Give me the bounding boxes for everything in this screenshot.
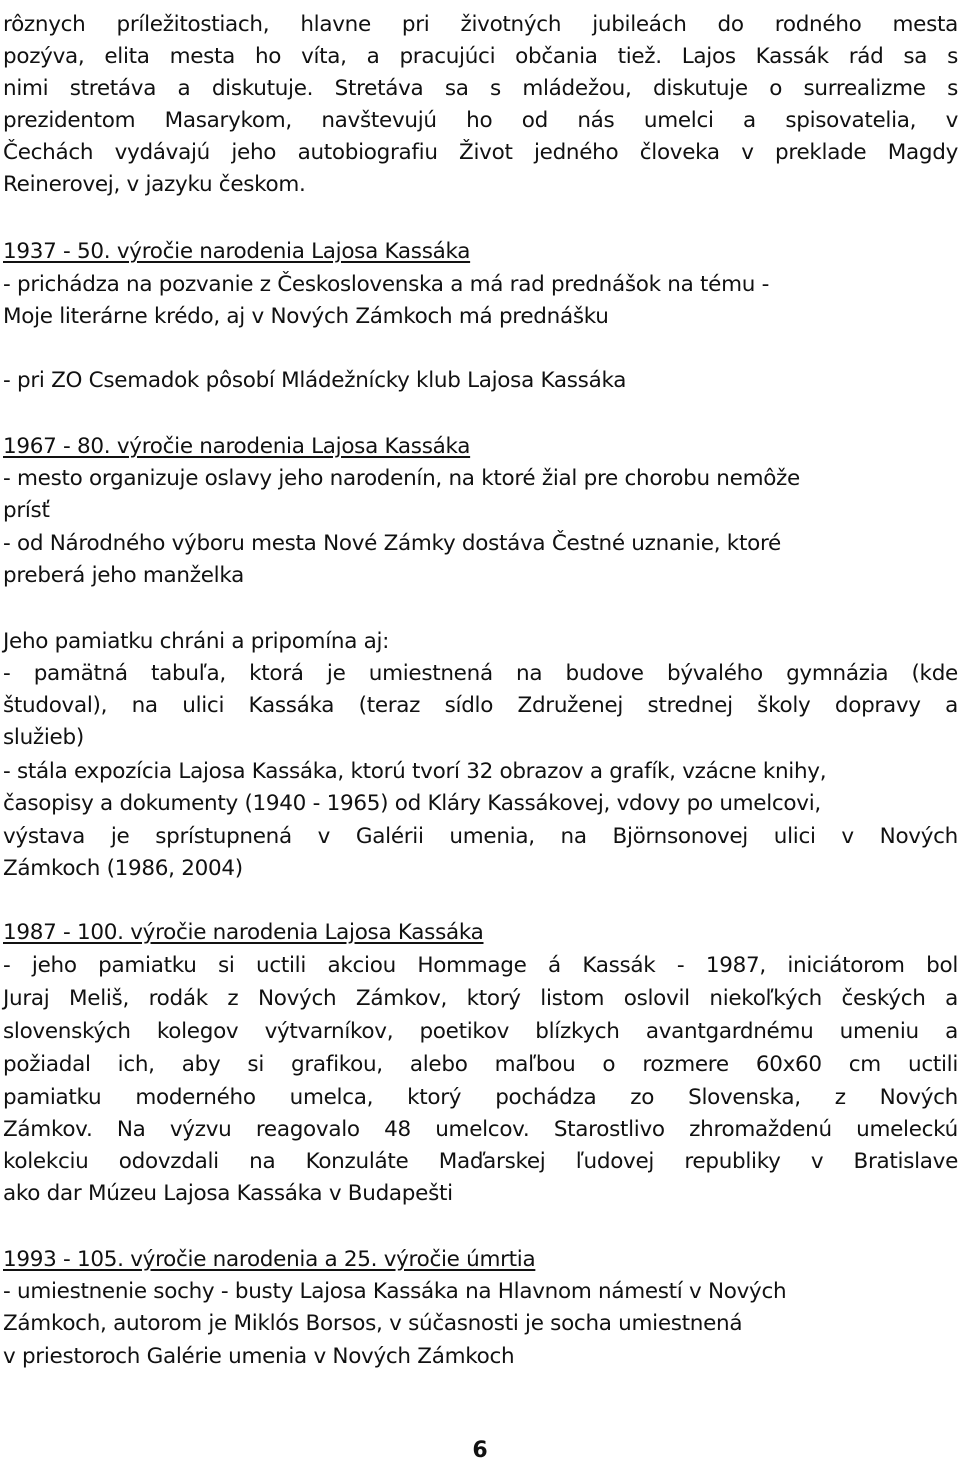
text-line: kolekciu odovzdali na Konzuláte Maďarskej ľudovej republiky v Bratislave — [3, 1149, 958, 1174]
section-heading-text: 1937 - 50. výročie narodenia Lajosa Kassáka — [3, 239, 471, 264]
section-heading-text: 1967 - 80. výročie narodenia Lajosa Kassáka — [3, 434, 471, 459]
text-line: - jeho pamiatku si uctili akciou Hommage á Kassák - 1987, iniciátorom bol — [3, 953, 958, 978]
text-line — [3, 791, 958, 816]
text-line — [3, 1344, 958, 1369]
text-line — [3, 498, 958, 523]
text-line-content: prísť — [3, 498, 50, 523]
text-line — [3, 856, 958, 881]
text-line — [3, 272, 958, 297]
text-line-content: - od Národného výboru mesta Nové Zámky dostáva Čestné uznanie, ktoré — [3, 531, 781, 556]
section-heading-text: 1993 - 105. výročie narodenia a 25. výročie úmrtia — [3, 1247, 536, 1272]
text-line — [3, 368, 958, 393]
text-line-content: - stála expozícia Lajosa Kassáka, ktorú tvorí 32 obrazov a grafík, vzácne knihy, — [3, 759, 827, 784]
text-line: Zámkov. Na výzvu reagovalo 48 umelcov. Starostlivo zhromaždenú umeleckú — [3, 1117, 958, 1142]
section-heading — [3, 920, 958, 945]
text-line — [3, 563, 958, 588]
text-line — [3, 531, 958, 556]
text-line: nimi stretáva a diskutuje. Stretáva sa s mládežou, diskutuje o surrealizme s — [3, 76, 958, 101]
section-heading — [3, 434, 958, 459]
text-line-content: - prichádza na pozvanie z Československa a má rad prednášok na tému - — [3, 272, 770, 297]
text-line — [3, 629, 958, 654]
section-heading-text: 1987 - 100. výročie narodenia Lajosa Kassáka — [3, 920, 484, 945]
text-line-content: Jeho pamiatku chráni a pripomína aj: — [3, 629, 390, 654]
text-line — [3, 304, 958, 329]
text-line — [3, 1279, 958, 1304]
text-line — [3, 1311, 958, 1336]
page-number: 6 — [472, 1438, 488, 1463]
text-line: prezidentom Masarykom, navštevujú ho od nás umelci a spisovatelia, v — [3, 108, 958, 133]
text-line-content: ako dar Múzeu Lajosa Kassáka v Budapešti — [3, 1181, 453, 1206]
section-heading — [3, 239, 958, 264]
text-line — [3, 1181, 958, 1206]
text-line: pamiatku moderného umelca, ktorý pochádza zo Slovenska, z Nových — [3, 1085, 958, 1110]
text-line-content: služieb) — [3, 725, 84, 750]
text-line: rôznych príležitostiach, hlavne pri životných jubileách do rodného mesta — [3, 12, 958, 37]
text-line — [3, 172, 958, 197]
text-line-content: časopisy a dokumenty (1940 - 1965) od Kláry Kassákovej, vdovy po umelcovi, — [3, 791, 821, 816]
section-heading — [3, 1247, 958, 1272]
text-line-content: Moje literárne krédo, aj v Nových Zámkoch má prednášku — [3, 304, 609, 329]
text-line — [3, 466, 958, 491]
text-line-content: - umiestnenie sochy - busty Lajosa Kassáka na Hlavnom námestí v Nových — [3, 1279, 787, 1304]
text-line: požiadal ich, aby si grafikou, alebo maľbou o rozmere 60x60 cm uctili — [3, 1052, 958, 1077]
text-line: výstava je sprístupnená v Galérii umenia, na Björnsonovej ulici v Nových — [3, 824, 958, 849]
text-line: - pamätná tabuľa, ktorá je umiestnená na budove bývalého gymnázia (kde — [3, 661, 958, 686]
text-line-content: preberá jeho manželka — [3, 563, 244, 588]
text-line — [3, 725, 958, 750]
text-line-content: - pri ZO Csemadok pôsobí Mládežnícky klub Lajosa Kassáka — [3, 368, 627, 393]
text-line — [3, 759, 958, 784]
text-line: študoval), na ulici Kassáka (teraz sídlo Združenej strednej školy dopravy a — [3, 693, 958, 718]
text-line: pozýva, elita mesta ho víta, a pracujúci občania tiež. Lajos Kassák rád sa s — [3, 44, 958, 69]
text-line-content: Reinerovej, v jazyku českom. — [3, 172, 306, 197]
text-line-content: - mesto organizuje oslavy jeho narodenín, na ktoré žial pre chorobu nemôže — [3, 466, 800, 491]
text-line: Čechách vydávajú jeho autobiografiu Život jedného človeka v preklade Magdy — [3, 140, 958, 165]
text-line-content: v priestoroch Galérie umenia v Nových Zámkoch — [3, 1344, 515, 1369]
text-line: Juraj Meliš, rodák z Nových Zámkov, ktorý listom oslovil niekoľkých českých a — [3, 986, 958, 1011]
text-line: slovenských kolegov výtvarníkov, poetikov blízkych avantgardnému umeniu a — [3, 1019, 958, 1044]
text-line-content: Zámkoch, autorom je Miklós Borsos, v súčasnosti je socha umiestnená — [3, 1311, 743, 1336]
text-line-content: Zámkoch (1986, 2004) — [3, 856, 243, 881]
